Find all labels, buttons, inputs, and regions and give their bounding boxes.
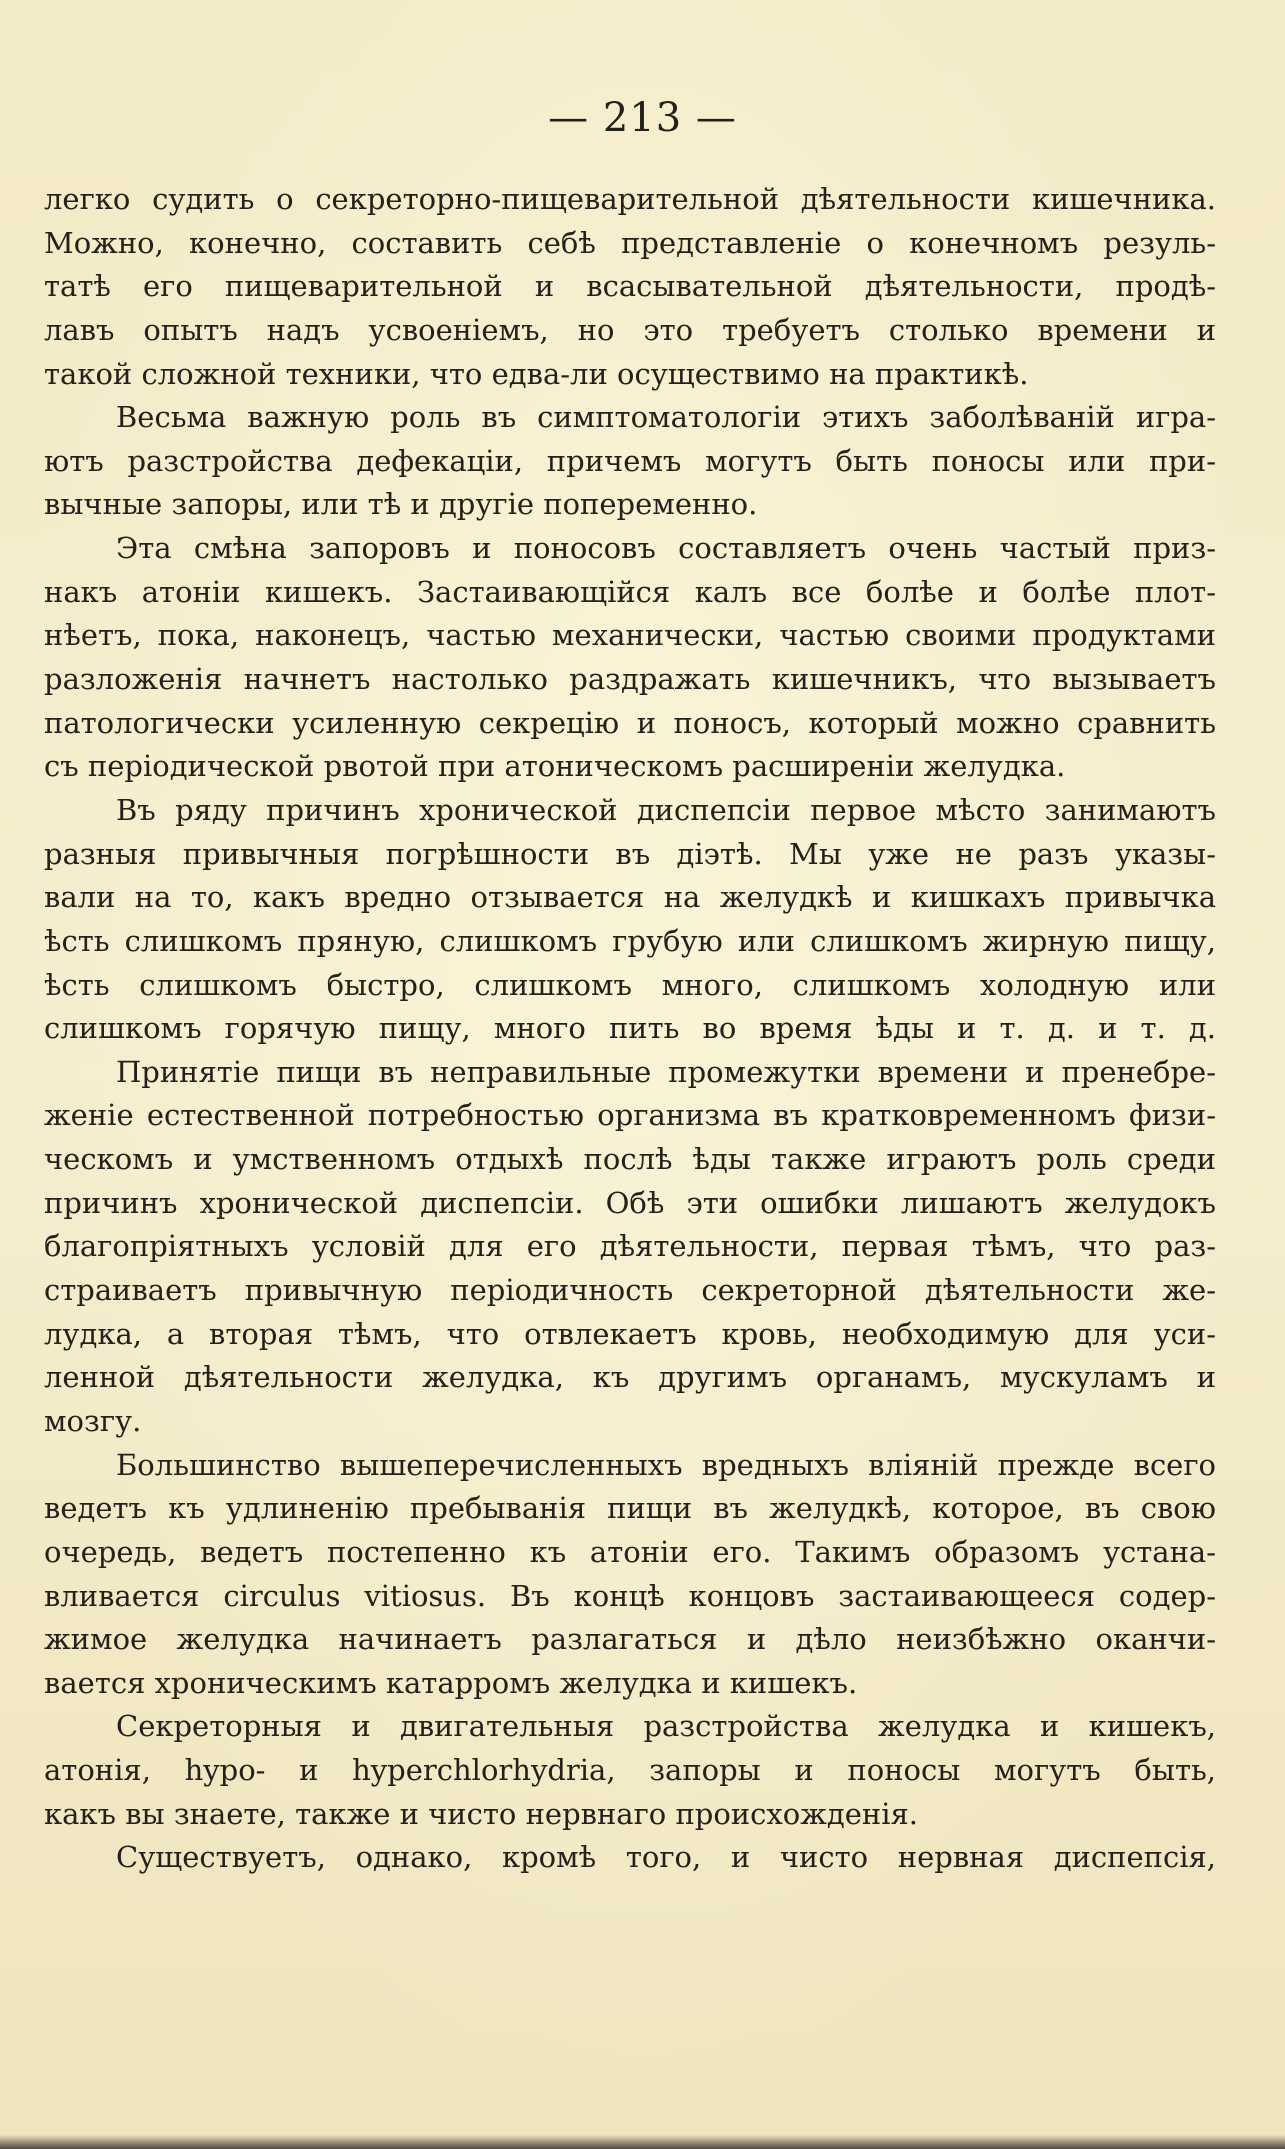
paragraph-first-line: Эта смѣна запоровъ и поносовъ составляетъ очень частый приз-: [116, 531, 1216, 566]
paragraph-first-line: Секреторныя и двигательныя разстройства желудка и кишекъ,: [116, 1709, 1216, 1744]
text-line: вливается circulus vitiosus. Въ концѣ концовъ застаивающееся содер-: [44, 1578, 1216, 1613]
text-line: вается хроническимъ катарромъ желудка и кишекъ.: [44, 1665, 858, 1700]
paragraph-first-line: Большинство вышеперечисленныхъ вредныхъ вліяній прежде всего: [116, 1447, 1216, 1482]
text-line: ютъ разстройства дефекаціи, причемъ могутъ быть поносы или при-: [44, 443, 1216, 478]
text-line: женіе естественной потребностью организма въ кратковременномъ физи-: [44, 1098, 1216, 1133]
body-text: [44, 178, 1216, 1880]
text-line: разныя привычныя погрѣшности въ діэтѣ. Мы уже не разъ указы-: [44, 836, 1216, 871]
text-line: лавъ опытъ надъ усвоеніемъ, но это требуетъ столько времени и: [44, 312, 1216, 347]
page-number: — 213 —: [548, 95, 737, 141]
text-line: легко судить о секреторно-пищеварительной дѣятельности кишечника.: [44, 182, 1216, 216]
text-line: какъ вы знаете, также и чисто нервнаго происхожденія.: [44, 1796, 919, 1831]
paragraph-first-line: Существуетъ, однако, кромѣ того, и чисто нервная диспепсія,: [116, 1840, 1216, 1875]
text-line: благопріятныхъ условій для его дѣятельности, первая тѣмъ, что раз-: [44, 1229, 1216, 1264]
text-line: такой сложной техники, что едва-ли осуществимо на практикѣ.: [44, 356, 1029, 391]
paragraph-first-line: Принятіе пищи въ неправильные промежутки времени и пренебре-: [116, 1054, 1216, 1089]
paragraph-first-line: Въ ряду причинъ хронической диспепсіи первое мѣсто занимаютъ: [116, 792, 1216, 827]
text-line: ѣсть слишкомъ быстро, слишкомъ много, слишкомъ холодную или: [44, 967, 1216, 1002]
text-line: ведетъ къ удлиненію пребыванія пищи въ желудкѣ, которое, въ свою: [44, 1491, 1216, 1526]
text-line: татѣ его пищеварительной и всасывательной дѣятельности, продѣ-: [44, 269, 1216, 304]
text-line: вали на то, какъ вредно отзывается на желудкѣ и кишкахъ привычка: [44, 880, 1216, 915]
text-line: патологически усиленную секрецію и поносъ, который можно сравнить: [44, 705, 1216, 740]
text-line: нѣетъ, пока, наконецъ, частью механически, частью своими продуктами: [44, 618, 1216, 653]
text-line: накъ атоніи кишекъ. Застаивающійся калъ все болѣе и болѣе плот-: [44, 574, 1216, 609]
paragraph-first-line: Весьма важную роль въ симптоматологіи этихъ заболѣваній игра-: [116, 400, 1216, 435]
text-line: очередь, ведетъ постепенно къ атоніи его. Такимъ образомъ устана-: [44, 1534, 1216, 1569]
text-line: лудка, а вторая тѣмъ, что отвлекаетъ кровь, необходимую для уси-: [44, 1316, 1216, 1351]
text-line: Можно, конечно, составить себѣ представленіе о конечномъ резуль-: [44, 225, 1216, 260]
text-line: мозгу.: [44, 1403, 142, 1438]
text-line: съ періодической рвотой при атоническомъ расширеніи желудка.: [44, 749, 1066, 784]
text-line: слишкомъ горячую пищу, много пить во время ѣды и т. д. и т. д.: [44, 1011, 1216, 1046]
text-line: ленной дѣятельности желудка, къ другимъ органамъ, мускуламъ и: [44, 1360, 1216, 1395]
text-line: жимое желудка начинаетъ разлагаться и дѣло неизбѣжно оканчи-: [44, 1622, 1216, 1657]
page-bottom-edge: [0, 2135, 1285, 2149]
text-line: причинъ хронической диспепсіи. Обѣ эти ошибки лишаютъ желудокъ: [44, 1185, 1216, 1220]
text-line: страиваетъ привычную періодичность секреторной дѣятельности же-: [44, 1273, 1216, 1308]
text-line: вычные запоры, или тѣ и другіе попеременно.: [44, 487, 758, 522]
text-line: разложенія начнетъ настолько раздражать кишечникъ, что вызываетъ: [44, 662, 1216, 697]
text-line: ческомъ и умственномъ отдыхѣ послѣ ѣды также играютъ роль среди: [44, 1142, 1216, 1177]
text-line: атонія, hypo- и hyperchlorhydria, запоры и поносы могутъ быть,: [44, 1753, 1216, 1788]
text-line: ѣсть слишкомъ пряную, слишкомъ грубую или слишкомъ жирную пищу,: [44, 923, 1216, 958]
